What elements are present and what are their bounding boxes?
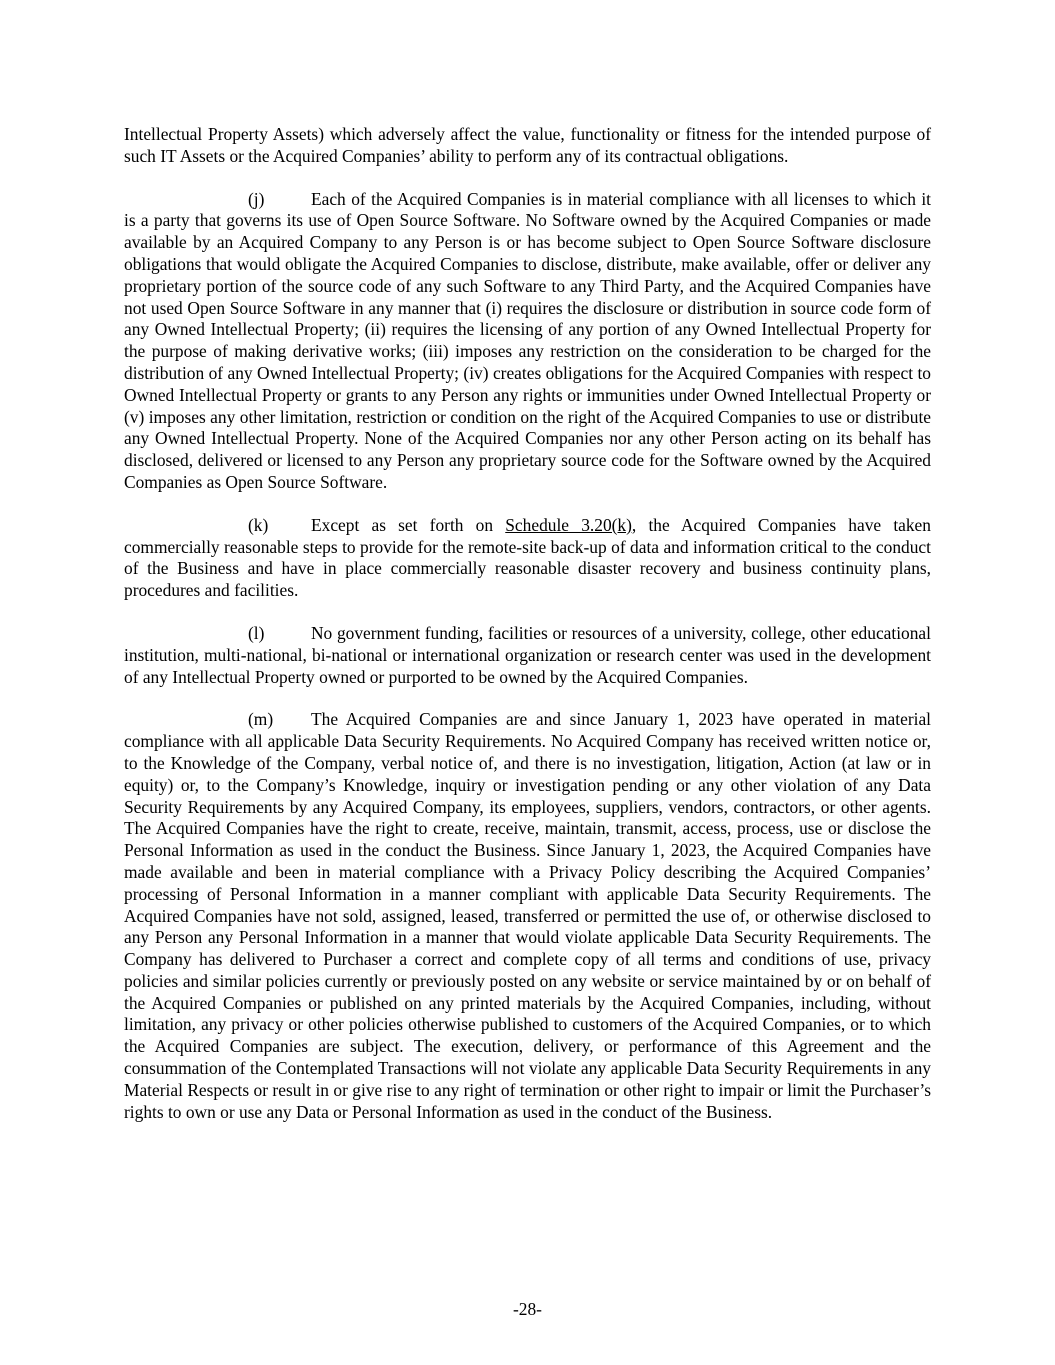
- page-number: -28-: [513, 1299, 542, 1319]
- paragraph-k: [124, 515, 931, 602]
- paragraph-j-text: Each of the Acquired Companies is in material compliance with all licenses to which it is a party that governs its use of Open Source Software. No Software owned by the Acquired Companies or made available by an Acquired Company to any Person is or has become subject to Open Source Software disclosure obligations that would obligate the Acquired Companies to disclose, distribute, make available, offer or deliver any proprietary portion of the source code of any such Software to any Third Party, and the Acquired Companies have not used Open Source Software in any manner that (i) requires the disclosure or distribution in source code form of any Owned Intellectual Property; (ii) requires the licensing of any portion of any Owned Intellectual Property for the purpose of making derivative works; (iii) imposes any restriction on the consideration to be charged for the distribution of any Owned Intellectual Property; (iv) creates obligations for the Acquired Companies with respect to Owned Intellectual Property or grants to any Person any rights or immunities under Owned Intellectual Property or (v) imposes any other limitation, restriction or condition on the right of the Acquired Companies to use or distribute any Owned Intellectual Property. None of the Acquired Companies nor any other Person acting on its behalf has disclosed, delivered or licensed to any Person any proprietary source code for the Software owned by the Acquired Companies as Open Source Software.: [124, 188, 931, 492]
- paragraph-l: [124, 623, 931, 688]
- paragraph-k-text-after: , the Acquired Companies have taken commercially reasonable steps to provide for the remote-site back-up of data and information critical to the conduct of the Business and have in place commercially reasonable disaster recovery and business continuity plans, procedures and facilities.: [124, 514, 931, 601]
- paragraph-j-marker: (j): [248, 188, 265, 209]
- schedule-reference-link: Schedule 3.20(k): [505, 514, 632, 535]
- paragraph-l-marker: (l): [248, 622, 265, 643]
- paragraph-m: [124, 709, 931, 1123]
- paragraph-continuation: [124, 124, 931, 168]
- paragraph-k-marker: (k): [248, 514, 269, 535]
- paragraph-continuation-text: Intellectual Property Assets) which adversely affect the value, functionality or fitness for the intended purpose of such IT Assets or the Acquired Companies’ ability to perform any of its contractual obligations.: [124, 124, 931, 166]
- document-page: [124, 124, 931, 1144]
- paragraph-l-text: No government funding, facilities or resources of a university, college, other educational institution, multi-national, bi-national or international organization or research center was used in the development of any Intellectual Property owned or purported to be owned by the Acquired Companies.: [124, 622, 931, 687]
- paragraph-k-text-before: Except as set forth on: [311, 514, 506, 535]
- paragraph-j: [124, 189, 931, 494]
- paragraph-m-marker: (m): [248, 709, 274, 730]
- paragraph-m-text: The Acquired Companies are and since January 1, 2023 have operated in material compliance with all applicable Data Security Requirements. No Acquired Company has received written notice or, to the Knowledge of the Company, verbal notice of, and there is no investigation, litigation, Action (at law or in equity) or, to the Company’s Knowledge, inquiry or investigation pending or any other violation of any Data Security Requirements by any Acquired Company, its employees, suppliers, vendors, contractors, or other agents. The Acquired Companies have the right to create, receive, maintain, transmit, access, process, use or disclose the Personal Information as used in the conduct the Business. Since January 1, 2023, the Acquired Companies have made available and been in material compliance with a Privacy Policy describing the Acquired Companies’ processing of Personal Information in a manner compliant with applicable Data Security Requirements. The Acquired Companies have not sold, assigned, leased, transferred or permitted the use of, or otherwise disclosed to any Person any Personal Information in a manner that would violate applicable Data Security Requirements. The Company has delivered to Purchaser a correct and complete copy of all terms and conditions of use, privacy policies and similar policies currently or previously posted on any website or service maintained by or on behalf of the Acquired Companies or published on any printed materials by the Acquired Companies, including, without limitation, any privacy or other policies otherwise published to customers of the Acquired Companies, or to which the Acquired Companies are subject. The execution, delivery, or performance of this Agreement and the consummation of the Contemplated Transactions will not violate any applicable Data Security Requirements in any Material Respects or result in or give rise to any right of termination or other right to impair or limit the Purchaser’s rights to own or use any Data or Personal Information as used in the conduct of the Business.: [124, 709, 931, 1122]
